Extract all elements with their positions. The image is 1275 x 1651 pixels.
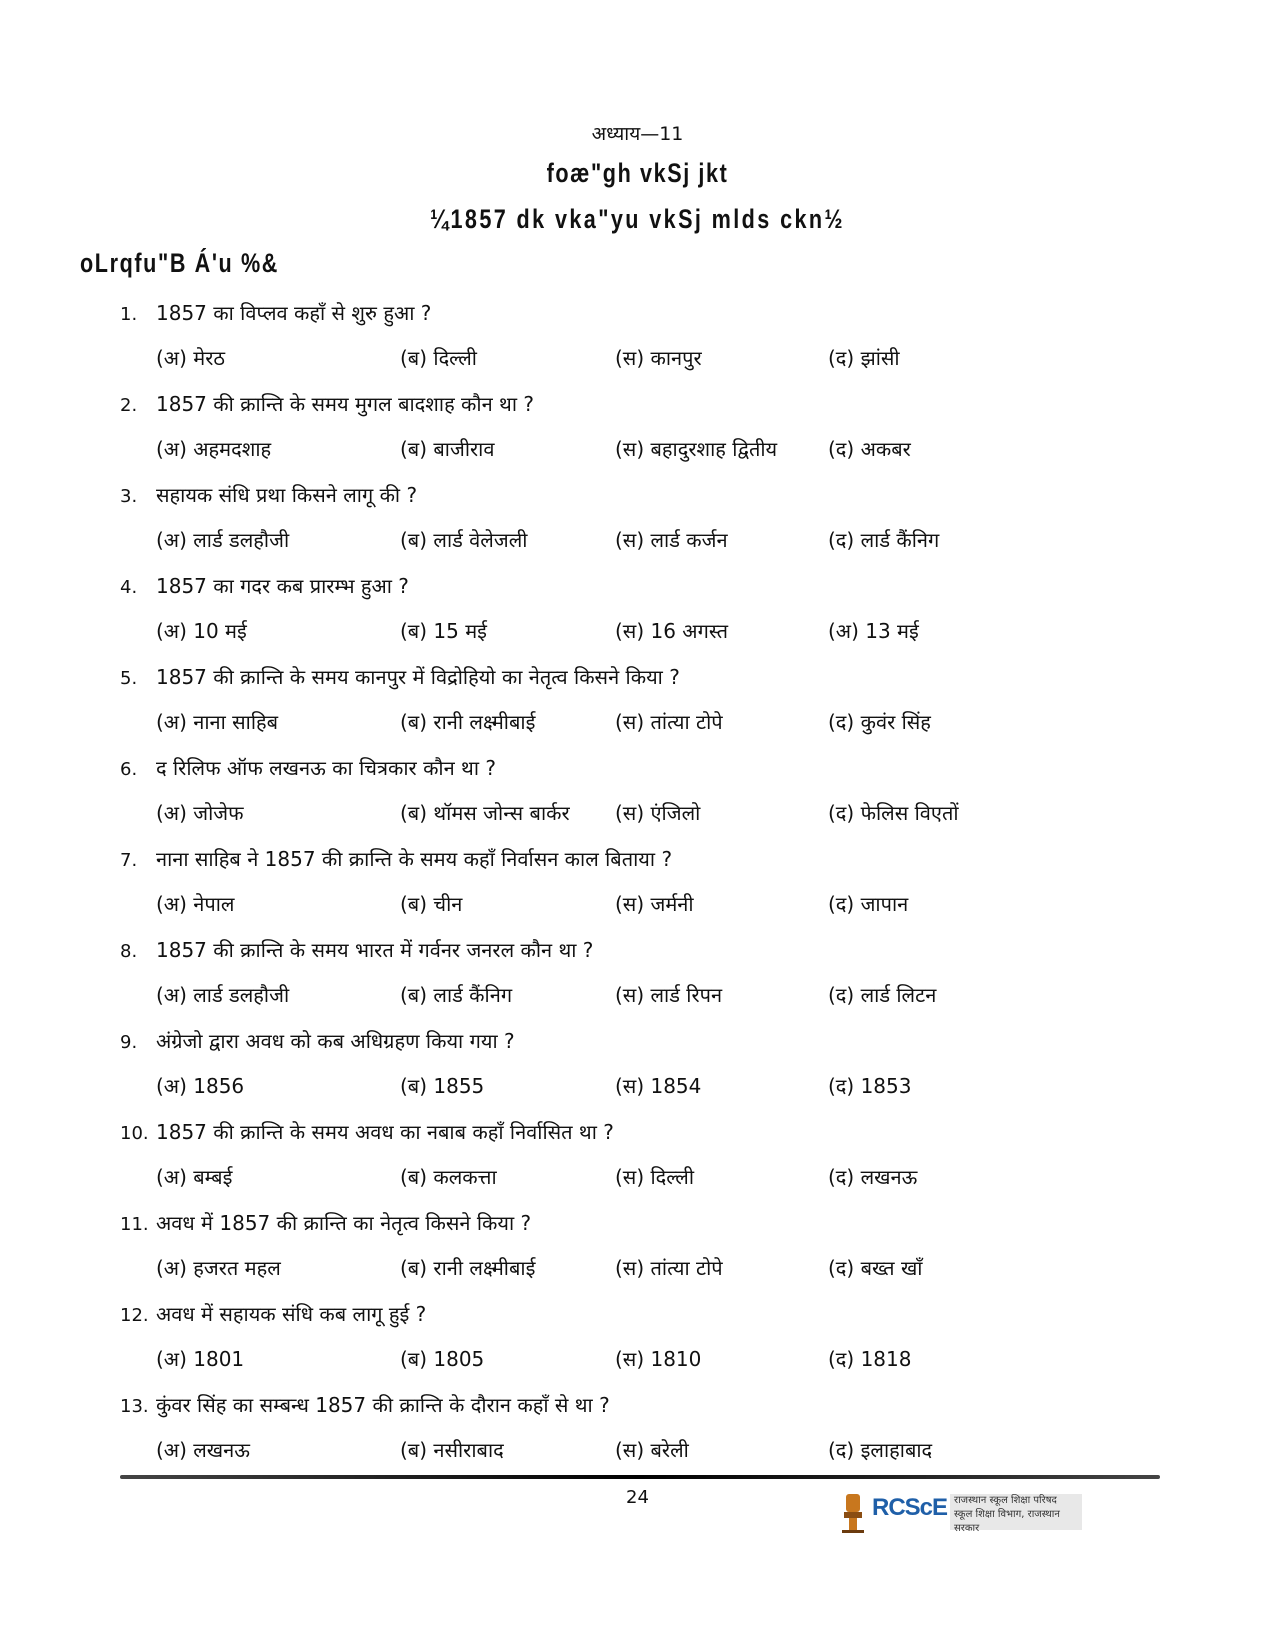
question-text: द रिलिफ ऑफ लखनऊ का चित्रकार कौन था ? <box>156 756 496 780</box>
option-a: (अ) 1801 <box>156 1347 245 1371</box>
option-b: (ब) 1855 <box>400 1074 485 1098</box>
question-text: अवध में सहायक संधि कब लागू हुई ? <box>156 1302 427 1326</box>
option-d: (द) लार्ड लिटन <box>828 983 937 1007</box>
option-d: (द) फेलिस विएतों <box>828 801 959 825</box>
question-text: 1857 की क्रान्ति के समय मुगल बादशाह कौन था ? <box>156 392 534 416</box>
option-b: (ब) रानी लक्ष्मीबाई <box>400 1256 536 1280</box>
option-b: (ब) लार्ड वेलेजली <box>400 528 528 552</box>
question-list <box>120 290 1160 1473</box>
option-b: (ब) कलकत्ता <box>400 1165 497 1189</box>
question-number: 5. <box>120 668 138 689</box>
option-a: (अ) बम्बई <box>156 1165 233 1189</box>
option-a: (अ) 10 मई <box>156 619 247 643</box>
question-text: 1857 की क्रान्ति के समय भारत में गर्वनर जनरल कौन था ? <box>156 938 594 962</box>
option-a: (अ) जोजेफ <box>156 801 244 825</box>
option-a: (अ) नाना साहिब <box>156 710 279 734</box>
option-a: (अ) लार्ड डलहौजी <box>156 528 290 552</box>
question-text: 1857 की क्रान्ति के समय अवध का नबाब कहाँ निर्वासित था ? <box>156 1120 614 1144</box>
question-text: अंग्रेजो द्वारा अवध को कब अधिग्रहण किया गया ? <box>156 1029 515 1053</box>
question-item <box>120 381 1160 472</box>
question-text: 1857 का विप्लव कहाँ से शुरु हुआ ? <box>156 301 432 325</box>
option-b: (ब) रानी लक्ष्मीबाई <box>400 710 536 734</box>
option-d: (द) कुवंर सिंह <box>828 710 931 734</box>
option-d: (द) बख्त खाँ <box>828 1256 923 1280</box>
footer-divider <box>120 1475 1160 1479</box>
chapter-subtitle: ¼1857 dk vka"yu vkSj mlds ckn½ <box>430 204 845 234</box>
question-number: 7. <box>120 850 138 871</box>
question-item <box>120 654 1160 745</box>
option-a: (अ) मेरठ <box>156 346 226 370</box>
question-number: 13. <box>120 1396 149 1417</box>
option-c: (स) लार्ड कर्जन <box>615 528 728 552</box>
option-a: (अ) लखनऊ <box>156 1438 250 1462</box>
logo-subtitle <box>950 1494 1082 1534</box>
question-number: 12. <box>120 1305 149 1326</box>
option-b: (ब) दिल्ली <box>400 346 477 370</box>
question-number: 4. <box>120 577 138 598</box>
question-item <box>120 1109 1160 1200</box>
option-d: (द) जापान <box>828 892 909 916</box>
question-number: 8. <box>120 941 138 962</box>
question-number: 10. <box>120 1123 149 1144</box>
question-number: 9. <box>120 1032 138 1053</box>
question-item <box>120 1018 1160 1109</box>
logo-line-1: राजस्थान स्कूल शिक्षा परिषद <box>954 1495 1057 1506</box>
option-d: (द) इलाहाबाद <box>828 1438 933 1462</box>
question-text: कुंवर सिंह का सम्बन्ध 1857 की क्रान्ति के दौरान कहाँ से था ? <box>156 1393 610 1417</box>
option-b: (ब) लार्ड कैंनिग <box>400 983 513 1007</box>
option-d: (द) 1853 <box>828 1074 912 1098</box>
option-c: (स) लार्ड रिपन <box>615 983 723 1007</box>
question-item <box>120 927 1160 1018</box>
logo-wordmark: RCScE <box>872 1494 948 1521</box>
option-c: (स) तांत्या टोपे <box>615 710 723 734</box>
option-c: (स) 16 अगस्त <box>615 619 729 643</box>
question-item <box>120 290 1160 381</box>
question-text: 1857 की क्रान्ति के समय कानपुर में विद्रोहियो का नेतृत्व किसने किया ? <box>156 665 680 689</box>
option-a: (अ) हजरत महल <box>156 1256 281 1280</box>
question-item <box>120 1382 1160 1473</box>
option-b: (ब) चीन <box>400 892 463 916</box>
option-c: (स) कानपुर <box>615 346 702 370</box>
option-c: (स) बरेली <box>615 1438 689 1462</box>
option-c: (स) 1810 <box>615 1347 702 1371</box>
state-emblem-icon <box>840 1490 866 1534</box>
question-item <box>120 563 1160 654</box>
option-a: (अ) अहमदशाह <box>156 437 272 461</box>
option-d: (द) लखनऊ <box>828 1165 918 1189</box>
question-item <box>120 1291 1160 1382</box>
question-number: 11. <box>120 1214 149 1235</box>
option-d: (द) लार्ड कैंनिग <box>828 528 940 552</box>
question-text: अवध में 1857 की क्रान्ति का नेतृत्व किसने किया ? <box>156 1211 532 1235</box>
chapter-title: foæ"gh vkSj jkt <box>546 158 729 188</box>
rcsce-logo <box>840 1490 1080 1534</box>
option-b: (ब) नसीराबाद <box>400 1438 504 1462</box>
option-a: (अ) 1856 <box>156 1074 245 1098</box>
question-item <box>120 745 1160 836</box>
option-a: (अ) नेपाल <box>156 892 235 916</box>
option-c: (स) जर्मनी <box>615 892 694 916</box>
option-b: (ब) 1805 <box>400 1347 485 1371</box>
option-b: (ब) थॉमस जोन्स बार्कर <box>400 801 570 825</box>
option-c: (स) एंजिलो <box>615 801 701 825</box>
question-number: 1. <box>120 304 138 325</box>
question-item <box>120 836 1160 927</box>
option-d: (द) झांसी <box>828 346 900 370</box>
option-d: (अ) 13 मई <box>828 619 919 643</box>
option-c: (स) बहादुरशाह द्वितीय <box>615 437 778 461</box>
question-number: 6. <box>120 759 138 780</box>
option-b: (ब) 15 मई <box>400 619 487 643</box>
question-item <box>120 472 1160 563</box>
page-number: 24 <box>626 1487 649 1508</box>
question-number: 3. <box>120 486 138 507</box>
section-heading: oLrqfu"B Á'u %& <box>80 248 279 278</box>
question-text: 1857 का गदर कब प्रारम्भ हुआ ? <box>156 574 409 598</box>
question-item <box>120 1200 1160 1291</box>
option-a: (अ) लार्ड डलहौजी <box>156 983 290 1007</box>
option-c: (स) दिल्ली <box>615 1165 695 1189</box>
option-d: (द) 1818 <box>828 1347 912 1371</box>
option-c: (स) 1854 <box>615 1074 702 1098</box>
chapter-label: अध्याय—11 <box>591 123 684 145</box>
option-c: (स) तांत्या टोपे <box>615 1256 723 1280</box>
logo-line-2: स्कूल शिक्षा विभाग, राजस्थान सरकार <box>954 1509 1060 1534</box>
question-text: नाना साहिब ने 1857 की क्रान्ति के समय कहाँ निर्वासन काल बिताया ? <box>156 847 673 871</box>
question-text: सहायक संधि प्रथा किसने लागू की ? <box>156 483 418 507</box>
question-number: 2. <box>120 395 138 416</box>
option-d: (द) अकबर <box>828 437 911 461</box>
option-b: (ब) बाजीराव <box>400 437 495 461</box>
